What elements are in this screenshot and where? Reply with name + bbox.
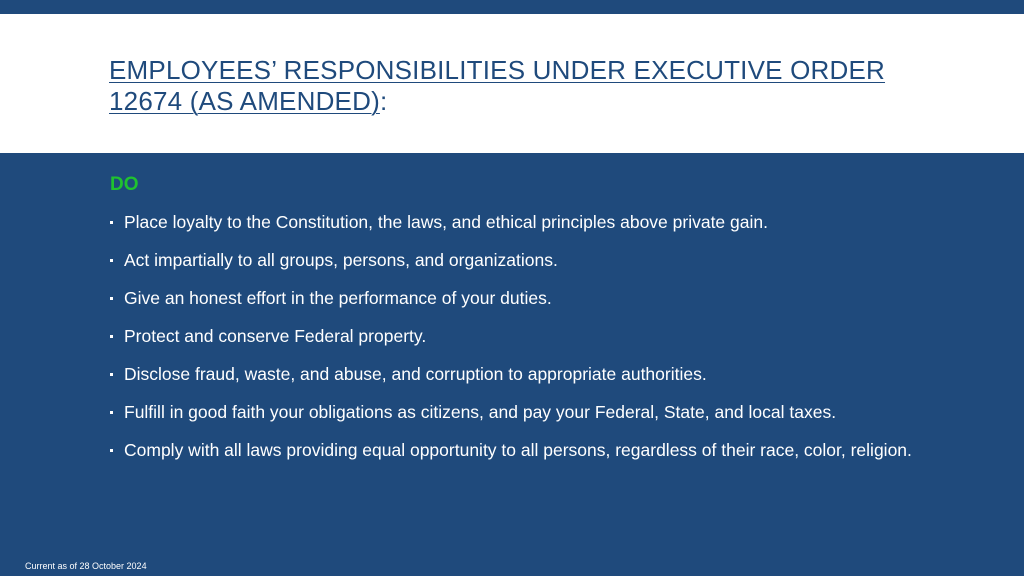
slide-title-line2: 12674 (AS AMENDED) — [109, 86, 380, 116]
slide-title — [109, 55, 909, 117]
bullet-icon — [110, 335, 113, 338]
bullet-text: Place loyalty to the Constitution, the laws, and ethical principles above private gain. — [124, 212, 768, 232]
bullet-text: Comply with all laws providing equal opportunity to all persons, regardless of their race, color, religion. — [124, 440, 912, 460]
bullet-icon — [110, 449, 113, 452]
bullet-text: Fulfill in good faith your obligations as citizens, and pay your Federal, State, and local taxes. — [124, 402, 837, 422]
bullet-item — [109, 439, 929, 462]
bullet-item — [109, 287, 929, 310]
bullet-item — [109, 249, 929, 272]
bullet-text: Act impartially to all groups, persons, and organizations. — [124, 250, 558, 270]
bullet-text: Give an honest effort in the performance of your duties. — [124, 288, 552, 308]
title-panel — [0, 14, 1024, 153]
bullet-icon — [110, 221, 113, 224]
slide-title-line1: EMPLOYEES’ RESPONSIBILITIES UNDER EXECUTIVE ORDER — [109, 55, 886, 85]
footer-date: Current as of 28 October 2024 — [25, 561, 147, 571]
bullet-icon — [110, 373, 113, 376]
bullet-item — [109, 211, 929, 234]
bullet-text: Protect and conserve Federal property. — [124, 326, 427, 346]
bullet-icon — [110, 297, 113, 300]
bullet-icon — [110, 411, 113, 414]
top-band — [0, 0, 1024, 14]
bullet-item — [109, 401, 929, 424]
bullet-item — [109, 325, 929, 348]
slide-title-colon: : — [379, 86, 388, 116]
bullet-text: Disclose fraud, waste, and abuse, and corruption to appropriate authorities. — [124, 364, 707, 384]
slide-content — [109, 170, 929, 477]
bullet-item — [109, 363, 929, 386]
bullet-icon — [110, 259, 113, 262]
bullet-list — [109, 211, 929, 462]
do-heading: DO — [110, 174, 139, 195]
